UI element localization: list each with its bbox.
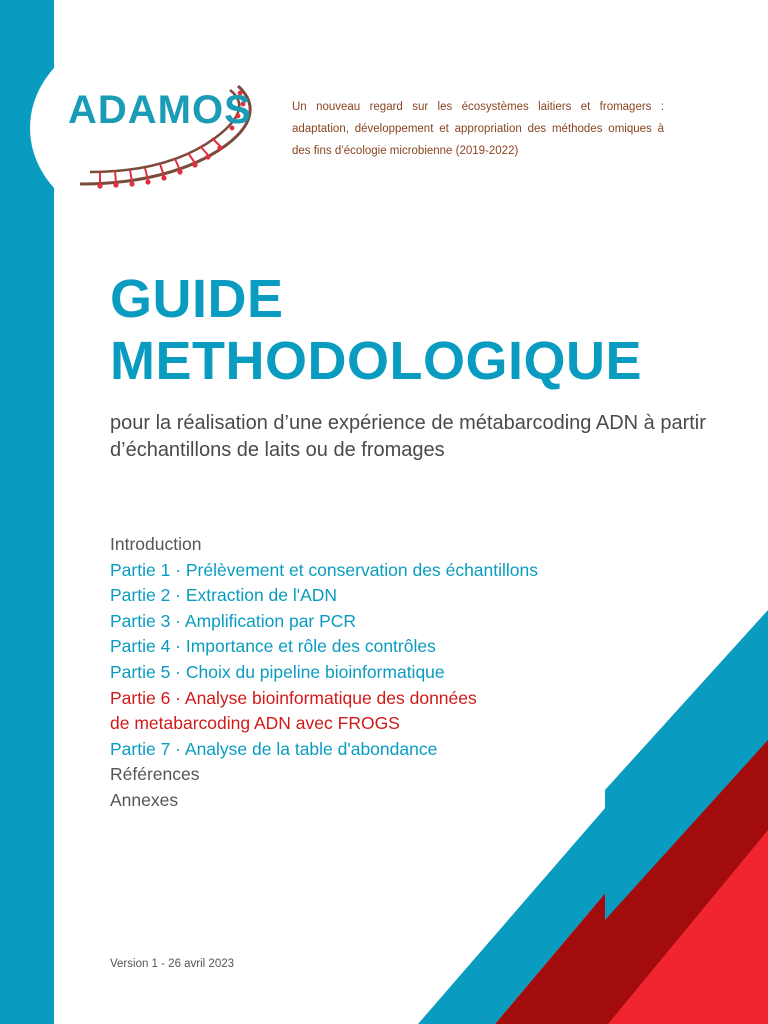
toc-references[interactable]: Références [110, 764, 200, 785]
version-footer: Version 1 - 26 avril 2023 [110, 958, 235, 970]
toc-part-7[interactable]: Partie 7 · Analyse de la table d'abondance [110, 738, 438, 759]
logo-wordmark: ADAMOS [68, 88, 252, 132]
project-description: Un nouveau regard sur les écosystèmes laitiers et fromagers : adaptation, développement et appropriation des méthodes omiques à des fins d’écologie microbienne (2019-2022) [292, 101, 664, 157]
toc-introduction[interactable]: Introduction [110, 534, 202, 554]
toc-part-3[interactable]: Partie 3 · Amplification par PCR [110, 610, 357, 631]
toc-part-6-line-1[interactable]: Partie 6 · Analyse bioinformatique des données [110, 687, 477, 708]
toc-part-4[interactable]: Partie 4 · Importance et rôle des contrôles [110, 636, 436, 657]
title-line-1: GUIDE [110, 269, 284, 329]
title-line-2: METHODOLOGIQUE [110, 331, 642, 391]
toc-part-5[interactable]: Partie 5 · Choix du pipeline bioinformatique [110, 661, 445, 682]
toc-part-6-line-2[interactable]: de metabarcoding ADN avec FROGS [110, 713, 400, 734]
toc-annexes[interactable]: Annexes [110, 789, 179, 810]
title-lead: pour la réalisation d’une expérience de métabarcoding ADN à partir d’échantillons de laits ou de fromages [110, 412, 706, 461]
toc-part-2[interactable]: Partie 2 · Extraction de l'ADN [110, 585, 338, 606]
toc-part-1[interactable]: Partie 1 · Prélèvement et conservation des échantillons [110, 559, 539, 580]
